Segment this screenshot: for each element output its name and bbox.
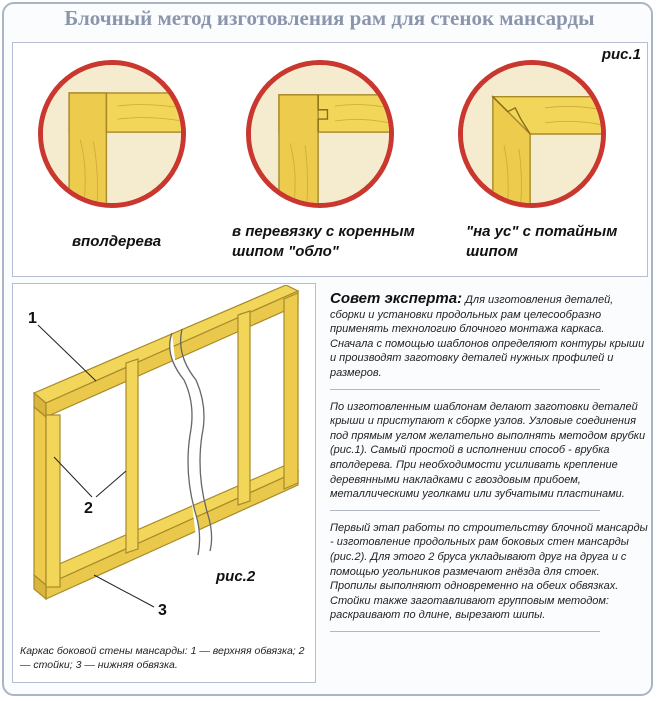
joint-label-half-lap [72,232,161,252]
callout-2: 2 [84,500,93,517]
expert-paragraph-1 [330,292,648,381]
joint-label-line: вполдерева [72,233,162,250]
miter-joint-drawing [463,65,601,203]
expert-advice-heading: Совет эксперта: [330,290,463,307]
figure-1-label: рис.1 [601,46,641,63]
joint-label-bridle [232,222,415,262]
joint-label-line: шипом "обло" [232,243,339,260]
joint-label-line: шипом [466,243,518,260]
joint-miter-illustration [458,60,606,208]
wall-frame-drawing [14,285,314,635]
joint-label-miter [466,222,617,262]
callout-3: 3 [158,602,167,619]
page-title: Блочный метод изготовления рам для стенок мансарды [64,6,595,30]
expert-text-column [330,292,648,642]
joint-half-lap-illustration [38,60,186,208]
divider [330,510,600,511]
expert-paragraph-3: Первый этап работы по строительству блочной мансарды - изготовление продольных рам боковых стен мансарды (рис.2). Для этого 2 бруса укладывают друг на друга и с помощью угольников размечают гнёзда для стоек. Пропилы выполняют одновременно на обеих обвязках. Стойки также заготавливают групповым методом: раскраивают по длине, вырезают шипы. [330,521,648,622]
expert-paragraph-1-text: Для изготовления деталей, сборки и установки продольных рам целесообразно применять технологию блочного монтажа каркаса. Сначала с помощью шаблонов определяют контуры крыши и производят заготовку деталей нужных профилей и размеров. [330,294,645,379]
joint-bridle-illustration [246,60,394,208]
joint-label-line: в перевязку с коренным [232,223,415,240]
divider [330,389,600,390]
callout-1: 1 [28,310,37,327]
figure-2-caption: Каркас боковой стены мансарды: 1 — верхняя обвязка; 2 — стойки; 3 — нижняя обвязка. [20,645,305,671]
half-lap-joint-drawing [43,65,181,203]
bridle-joint-drawing [251,65,389,203]
divider [330,631,600,632]
expert-paragraph-2: По изготовленным шаблонам делают заготовки деталей крыши и приступают к сборке узлов. Узловые соединения под прямым углом желательно выполнять методом врубки (рис.1). Самый простой в исполнении способ - врубка вполдерева. При необходимости усиливать крепление деревянными накладками с гвоздовым прибоем, металлическими уголками или зубчатыми пластинами. [330,400,646,501]
joint-label-line: "на ус" с потайным [466,223,618,240]
figure-2-label: рис.2 [216,568,256,585]
